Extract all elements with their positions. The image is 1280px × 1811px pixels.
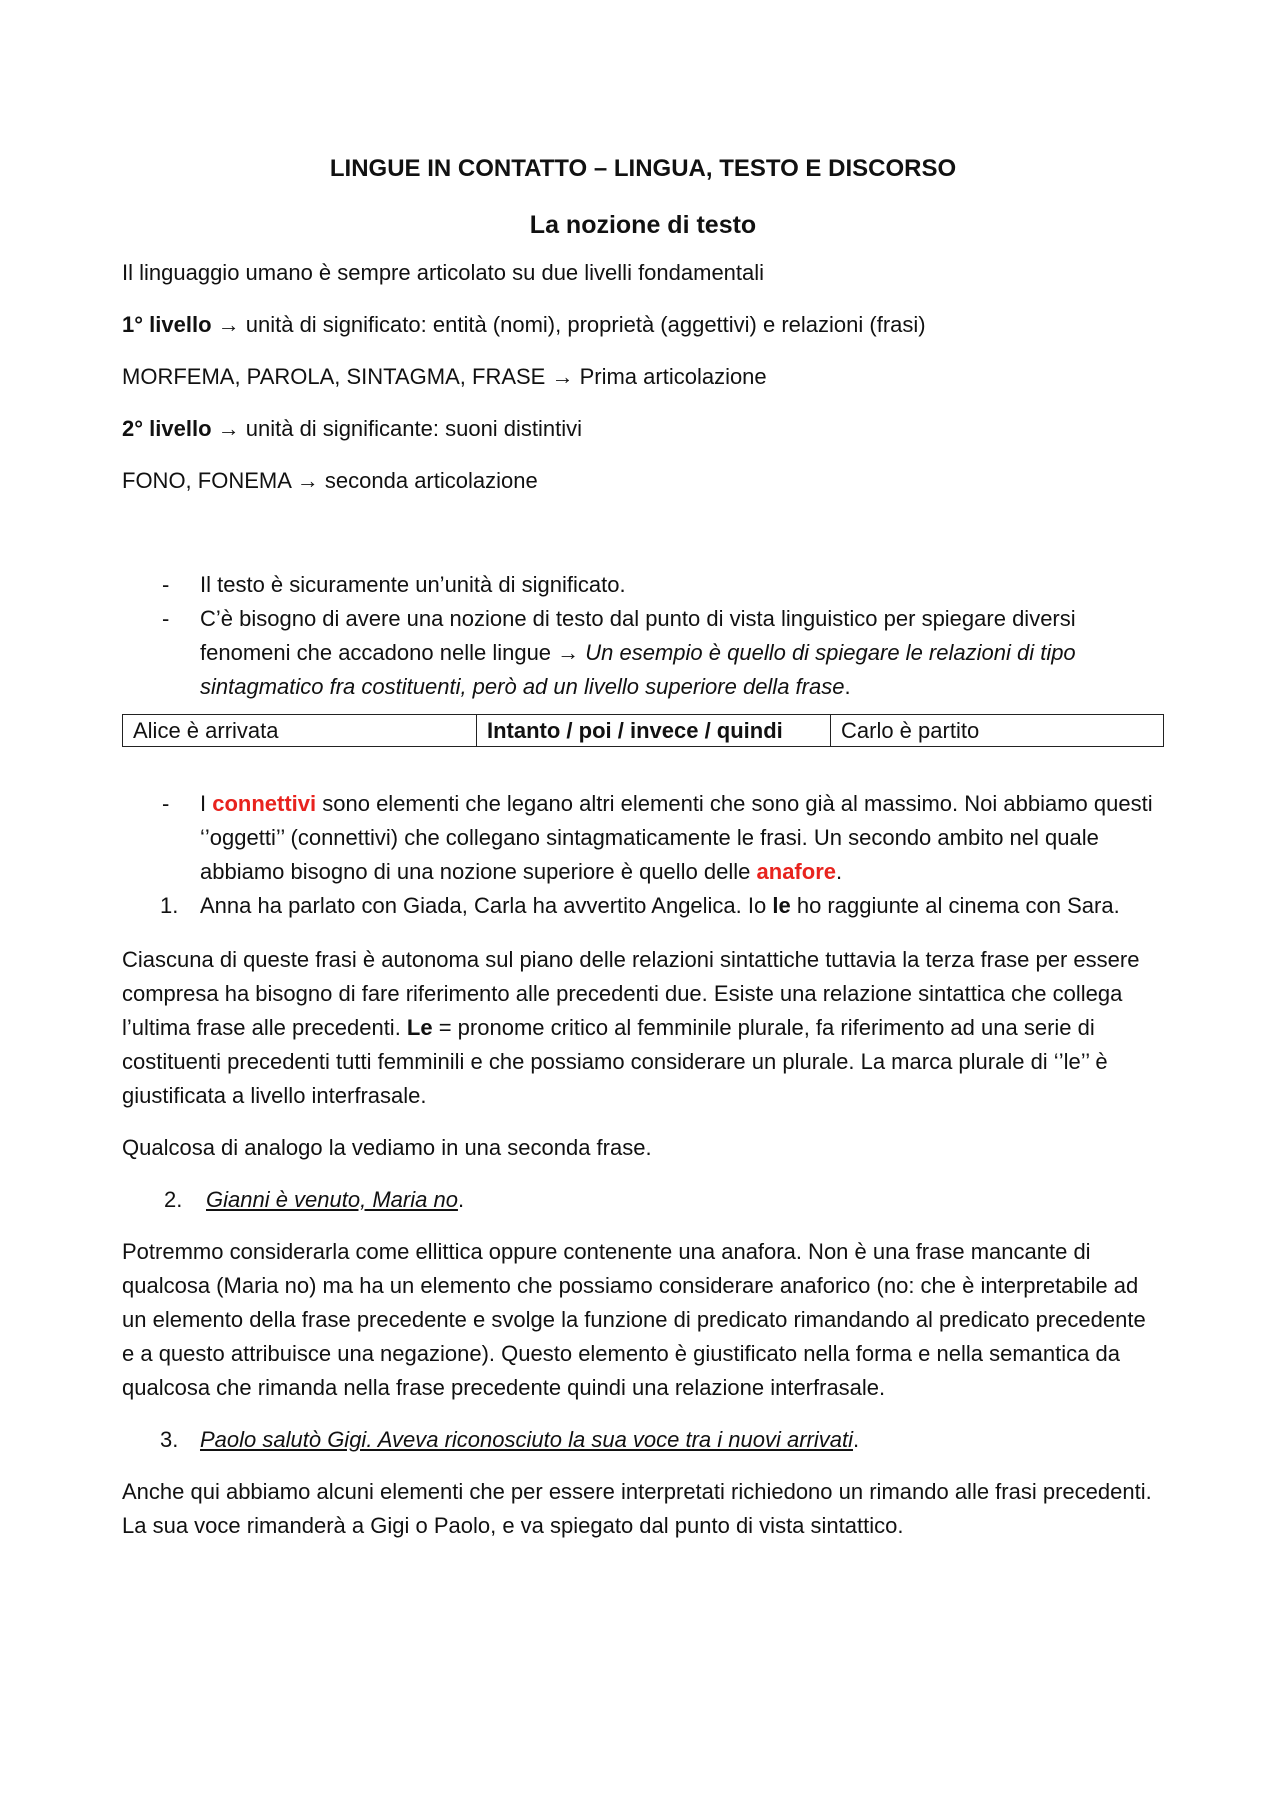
- example-text: Gianni è venuto, Maria no: [206, 1187, 458, 1212]
- level2-label: 2° livello: [122, 416, 212, 441]
- keyword-anafore: anafore: [756, 859, 836, 884]
- level1-units-text: MORFEMA, PAROLA, SINTAGMA, FRASE: [122, 364, 552, 389]
- level2-units-line: [122, 464, 1164, 498]
- connectives-table: [122, 714, 1164, 747]
- paragraph-2: Qualcosa di analogo la vediamo in una seconda frase.: [122, 1135, 652, 1160]
- paragraph-3: Potremmo considerarla come ellittica oppure contenente una anafora. Non è una frase mancante di qualcosa (Maria no) ma ha un elemento che possiamo considerare anaforico (no: che è interpretabile ad un elemento della frase precedente e svolge la funzione di predicato rimandando al predicato precedente e a questo attribuisce una negazione). Questo elemento è giustificato nella forma e nella semantica da qualcosa che rimanda nella frase precedente quindi una relazione interfrasale.: [122, 1239, 1146, 1400]
- example-number: 2.: [164, 1187, 183, 1212]
- paragraph-4: Anche qui abbiamo alcuni elementi che per essere interpretati richiedono un rimando alle frasi precedenti. La sua voce rimanderà a Gigi o Paolo, e va spiegato dal punto di vista sintattico.: [122, 1479, 1152, 1538]
- level1-text: unità di significato: entità (nomi), proprietà (aggettivi) e relazioni (frasi): [239, 312, 926, 337]
- bullet-text: I: [200, 791, 213, 816]
- document-page: [122, 152, 1164, 1561]
- level2-line: [122, 412, 1164, 446]
- arrow-icon: →: [217, 416, 240, 441]
- level2-units-text: FONO, FONEMA: [122, 468, 297, 493]
- example-number: 3.: [160, 1427, 179, 1452]
- paragraph-text: = pronome critico al femminile plurale, fa riferimento ad una serie di costituenti precedenti tutti femminili e che possiamo considerare un plurale. La marca plurale di ‘’le’’ è giustificata a livello interfrasale.: [122, 1015, 1108, 1108]
- document-subtitle: La nozione di testo: [529, 211, 757, 239]
- level1-label: 1° livello: [122, 312, 212, 337]
- example-end: .: [457, 1187, 465, 1212]
- example-text: ho raggiunte al cinema con Sara.: [790, 893, 1120, 918]
- example-1: [122, 889, 1164, 923]
- arrow-icon: →: [217, 312, 240, 337]
- level2-units-result: seconda articolazione: [318, 468, 538, 493]
- bullet-list-2: [122, 787, 1164, 889]
- example-number: 1.: [160, 893, 179, 918]
- example-text: Anna ha parlato con Giada, Carla ha avvertito Angelica. Io: [200, 893, 773, 918]
- level1-line: [122, 308, 1164, 342]
- table-row: [123, 715, 1164, 747]
- example-end: .: [853, 1427, 860, 1452]
- spacer: [122, 516, 1164, 568]
- bullet-end: .: [844, 674, 851, 699]
- level1-units-result: Prima articolazione: [573, 364, 767, 389]
- intro-paragraph: Il linguaggio umano è sempre articolato su due livelli fondamentali: [122, 260, 765, 285]
- bullet-text: C’è bisogno di avere una nozione di testo dal punto di vista linguistico per spiegare diversi fenomeni che accadono nelle lingue: [200, 606, 1076, 665]
- arrow-icon: →: [296, 468, 319, 493]
- table-cell-sentence1: Alice è arrivata: [123, 715, 477, 747]
- example-2: [122, 1183, 1164, 1217]
- document-title: LINGUE IN CONTATTO – LINGUA, TESTO E DISCORSO: [329, 155, 957, 182]
- level1-units-line: [122, 360, 1164, 394]
- paragraph-text: Ciascuna di queste frasi è autonoma sul piano delle relazioni sintattiche tuttavia la terza frase per essere compresa ha bisogno di fare riferimento alle precedenti due. Esiste una relazione sintattica che collega l’ultima frase alle precedenti.: [122, 947, 1140, 1040]
- table-cell-connectives: Intanto / poi / invece / quindi: [477, 715, 831, 747]
- list-item: [122, 787, 1164, 889]
- arrow-icon: →: [551, 364, 574, 389]
- example-text: Paolo salutò Gigi. Aveva riconosciuto la sua voce tra i nuovi arrivati: [200, 1427, 853, 1452]
- bullet-text: sono elementi che legano altri elementi che sono già al massimo. Noi abbiamo questi ‘’oggetti’’ (connettivi) che collegano sintagmaticamente le frasi. Un secondo ambito nel quale abbiamo bisogno di una nozione superiore è quello delle: [200, 791, 1153, 884]
- paragraph-1: [122, 943, 1164, 1113]
- keyword-connettivi: connettivi: [212, 791, 317, 816]
- list-item: - Il testo è sicuramente un’unità di significato.: [122, 568, 1164, 602]
- example-3: [122, 1423, 1164, 1457]
- bullet-italic-text: Un esempio è quello di spiegare le relazioni di tipo sintagmatico fra costituenti, però ad un livello superiore della frase: [200, 640, 1076, 699]
- paragraph-highlight: Le: [406, 1015, 433, 1040]
- table-cell-sentence2: Carlo è partito: [831, 715, 1164, 747]
- bullet-list-1: [122, 568, 1164, 704]
- list-item: [122, 602, 1164, 704]
- level2-text: unità di significante: suoni distintivi: [239, 416, 583, 441]
- example-highlight: le: [772, 893, 791, 918]
- bullet-end: .: [836, 859, 843, 884]
- arrow-icon: →: [557, 640, 580, 665]
